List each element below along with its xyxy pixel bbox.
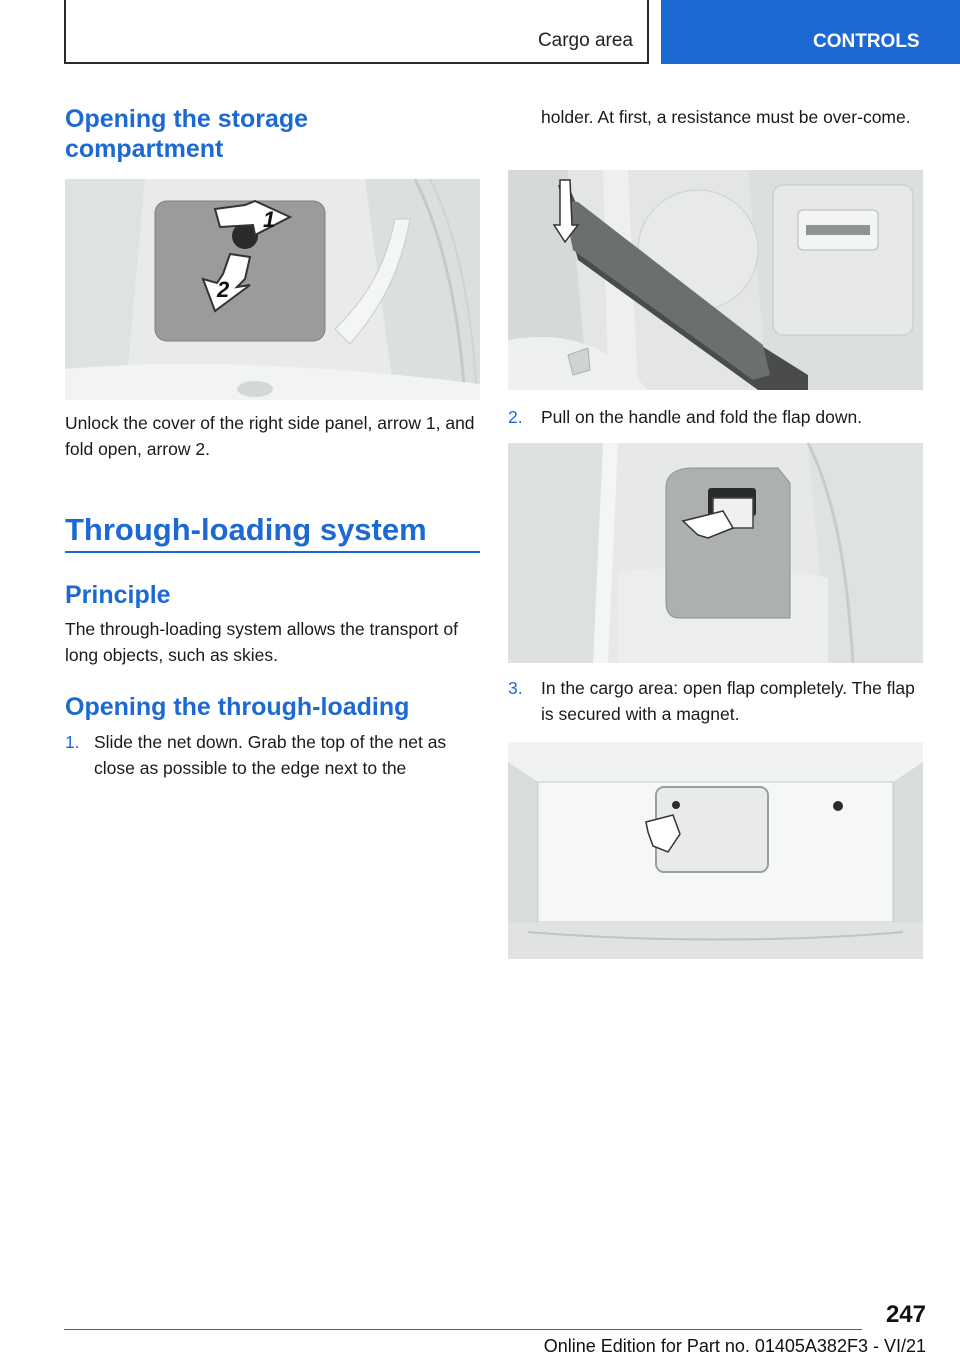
- cargo-flap-illustration: [508, 742, 923, 959]
- title-underline: [65, 551, 480, 553]
- footer-edition-text: Online Edition for Part no. 01405A382F3 - VI/21: [543, 1336, 926, 1356]
- step-2: [508, 404, 923, 430]
- arrow-2-label: 2: [217, 277, 230, 302]
- flap-handle-figure: [508, 443, 923, 663]
- opening-through-loading-heading: Opening the through-loading: [65, 693, 410, 721]
- principle-heading: Principle: [65, 581, 171, 609]
- step-2-number: 2.: [508, 407, 523, 427]
- arrow-1-label: 1: [263, 207, 276, 232]
- principle-text: The through-loading system allows the transport of long objects, such as skies.: [65, 619, 458, 665]
- storage-compartment-figure: [65, 179, 480, 400]
- step-1-text: Slide the net down. Grab the top of the net as close as possible to the edge next to the: [94, 732, 447, 778]
- storage-compartment-illustration: [65, 179, 480, 400]
- header-section-title: Cargo area: [537, 30, 633, 51]
- step-3-number: 3.: [508, 678, 523, 698]
- header-chapter-tab: CONTROLS: [661, 0, 960, 64]
- storage-compartment-text: Unlock the cover of the right side panel, arrow 1, and fold open, arrow 2.: [65, 413, 475, 459]
- step-2-text: Pull on the handle and fold the flap down.: [541, 407, 863, 427]
- net-illustration: [508, 170, 923, 390]
- header-box: [64, 0, 649, 64]
- through-loading-title: Through-loading system: [65, 512, 427, 547]
- storage-compartment-heading: Opening the storage compartment: [65, 105, 309, 163]
- step-1-number: 1.: [65, 732, 80, 752]
- step-1: [65, 729, 483, 781]
- step-3: [508, 675, 923, 727]
- footer-rule: [64, 1329, 862, 1330]
- step-3-text: In the cargo area: open flap completely. The flap is secured with a magnet.: [541, 678, 915, 724]
- flap-handle-illustration: [508, 443, 923, 663]
- page-number: 247: [885, 1301, 926, 1328]
- cargo-flap-figure: [508, 742, 923, 959]
- net-figure: [508, 170, 923, 390]
- step-1-text-continued: holder. At first, a resistance must be over-come.: [541, 107, 911, 127]
